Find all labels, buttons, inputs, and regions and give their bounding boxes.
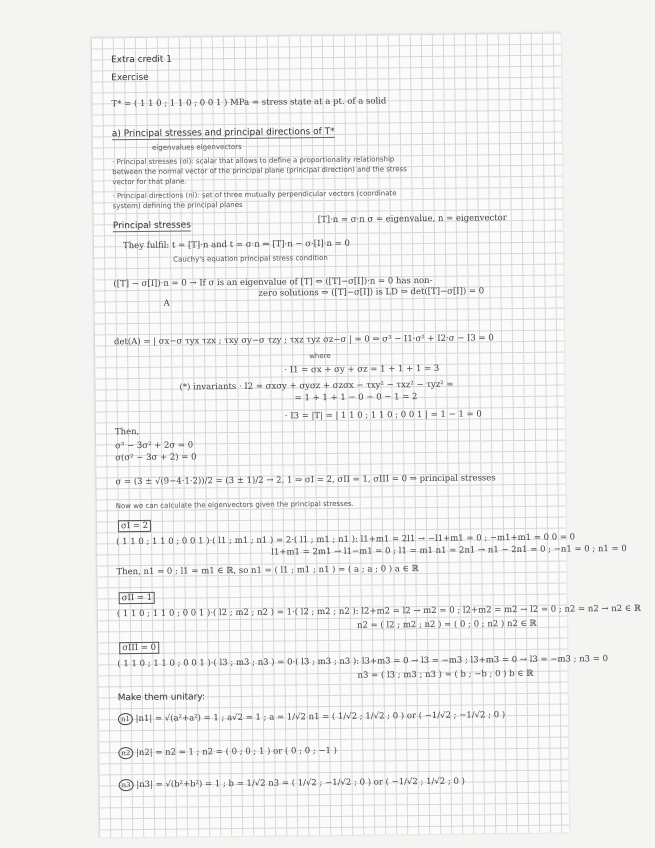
eigen-equation: [T]·n = σ·n σ = eigenvalue, n = eigenvector	[317, 213, 507, 226]
principal-stresses-heading: Principal stresses	[112, 220, 191, 232]
unit-n1: |n1| = √(a²+a²) = 1 ; a√2 = 1 ; a = 1/√2 n1 = ( 1/√2 ; 1/√2 ; 0 ) or ( −1/√2 ; −1/√2 ; 0 )	[135, 710, 506, 725]
marker-n3: n3	[119, 779, 134, 791]
where-label: where	[309, 351, 331, 361]
characteristic-equation: det(A) = | σx−σ τyx τzx ; τxy σy−σ τzy ; τxz τyz σz−σ | = 0 ⇒ σ³ − I1·σ² + I2·σ − I3 = 0	[113, 333, 494, 348]
quadratic-solution: σ = (3 ± √(9−4·1·2))/2 = (3 ± 1)/2 → 2, 1 ⇒ σI = 2, σII = 1, σIII = 0 ⇒ principal stresses	[115, 473, 496, 488]
factored-equation: σ(σ² − 3σ + 2) = 0	[115, 452, 197, 464]
sigma-1-box: σI = 2	[118, 520, 151, 532]
invariant-i2: (*) invariants · I2 = σxσy + σyσz + σzσx − τxy² − τxz² − τyz² =	[179, 379, 454, 393]
invariant-i3: · I3 = |T| = | 1 1 0 ; 1 1 0 ; 0 0 1 | = 1 − 1 = 0	[284, 409, 482, 422]
page-heading: Extra credit 1	[111, 54, 173, 66]
eigenvector-n3: n3 = ( l3 ; m3 ; n3 ) = ( b ; −b ; 0 ) b ∈ ℝ	[357, 668, 534, 681]
eigen-labels: eigenvalues eigenvectors	[151, 142, 242, 152]
cubic-equation: σ³ − 3σ² + 2σ = 0	[115, 440, 194, 452]
equation-caption: Cauchy's equation principal stress condition	[173, 254, 328, 264]
eigen-system-1: ( 1 1 0 ; 1 1 0 ; 0 0 1 )·( l1 ; m1 ; n1 ) = 2·( l1 ; m1 ; n1 ): l1+m1 = 2l1 → −l1+m1 = 0 ; −m1+m1 = 0 0 = 0	[116, 532, 576, 548]
sigma-2-box: σII = 1	[119, 592, 156, 604]
sigma-3-box: σIII = 0	[119, 642, 159, 654]
invariant-i2-value: = 1 + 1 + 1 − 0 − 0 − 1 = 2	[294, 392, 418, 404]
exercise-label: Exercise	[111, 72, 149, 84]
unitary-heading: Make them unitary:	[117, 692, 206, 704]
then-label: Then,	[114, 426, 140, 438]
eigenvector-n2: n2 = ( l2 ; m2 ; n2 ) = ( 0 ; 0 ; n2 ) n2 ∈ ℝ	[356, 618, 537, 631]
stress-tensor-definition: T* = ( 1 1 0 ; 1 1 0 ; 0 0 1 ) MPa = stress state at a pt. of a solid	[111, 96, 387, 110]
notebook-page	[91, 33, 641, 838]
matrix-a-label: A	[163, 298, 170, 309]
definition-line: between the normal vector of the principal plane (principal direction) and the stress	[112, 165, 407, 177]
marker-n2: n2	[118, 747, 133, 759]
eigen-system-2: ( 1 1 0 ; 1 1 0 ; 0 0 1 )·( l2 ; m2 ; n2 ) = 1·( l2 ; m2 ; n2 ): l2+m2 = l2 → m2 = 0 ; l2+m2 = m2 → l2 = 0 ; n2 = n2 → n2 ∈ ℝ	[116, 603, 641, 620]
unit-n2: |n2| = n2 = 1 ; n2 = ( 0 ; 0 ; 1 ) or ( 0 ; 0 ; −1 )	[135, 745, 337, 759]
definition-line: · Principal directions (ni): set of three mutually perpendicular vectors (coordinate	[112, 189, 397, 201]
eigen-system-3: ( 1 1 0 ; 1 1 0 ; 0 0 1 )·( l3 ; m3 ; n3 ) = 0·( l3 ; m3 ; n3 ): l3+m3 = 0 → l3 = −m3 ; l3+m3 = 0 → l3 = −m3 ; n3 = 0	[117, 654, 609, 670]
eigenvector-intro: Now we can calculate the eigenvectors given the principal stresses.	[115, 499, 354, 511]
invariant-i1: · I1 = σx + σy + σz = 1 + 1 + 1 = 3	[284, 363, 440, 376]
marker-n1: n1	[118, 713, 133, 725]
unit-n3: |n3| = √(b²+b²) = 1 ; b = 1/√2 n3 = ( 1/√2 ; −1/√2 ; 0 ) or ( −1/√2 ; 1/√2 ; 0 )	[136, 776, 465, 791]
definition-line: system) defining the principal planes	[112, 200, 243, 211]
determinant-condition: ([T] − σ[I])·n = 0 → If σ is an eigenvalue of [T] ⇔ ([T]−σ[I])·n = 0 has non-	[113, 275, 433, 290]
fulfil-equation: They fulfil: t = [T]·n and t = σ·n ⇒ [T]·n − σ·[I]·n = 0	[122, 238, 350, 252]
eigen-system-1: l1+m1 = 2m1 → l1−m1 = 0 ; l1 = m1 n1 = 2n1 → n1 − 2n1 = 0 ; −n1 = 0 ; n1 = 0	[271, 543, 627, 558]
determinant-condition: zero solutions ⇒ ([T]−σ[I]) is LD ⇒ det([T]−σ[I]) = 0	[258, 286, 485, 299]
definition-line: vector for that plane.	[112, 177, 187, 187]
eigenvector-n1: Then, n1 = 0 ; l1 = m1 ∈ ℝ, so n1 = ( l1 ; m1 ; n1 ) = ( a ; a ; 0 ) a ∈ ℝ	[116, 564, 419, 578]
part-a-heading: a) Principal stresses and principal directions of T*	[111, 126, 335, 140]
definition-line: · Principal stresses (σi): scalar that allows to define a proportionality relationship	[112, 155, 395, 167]
